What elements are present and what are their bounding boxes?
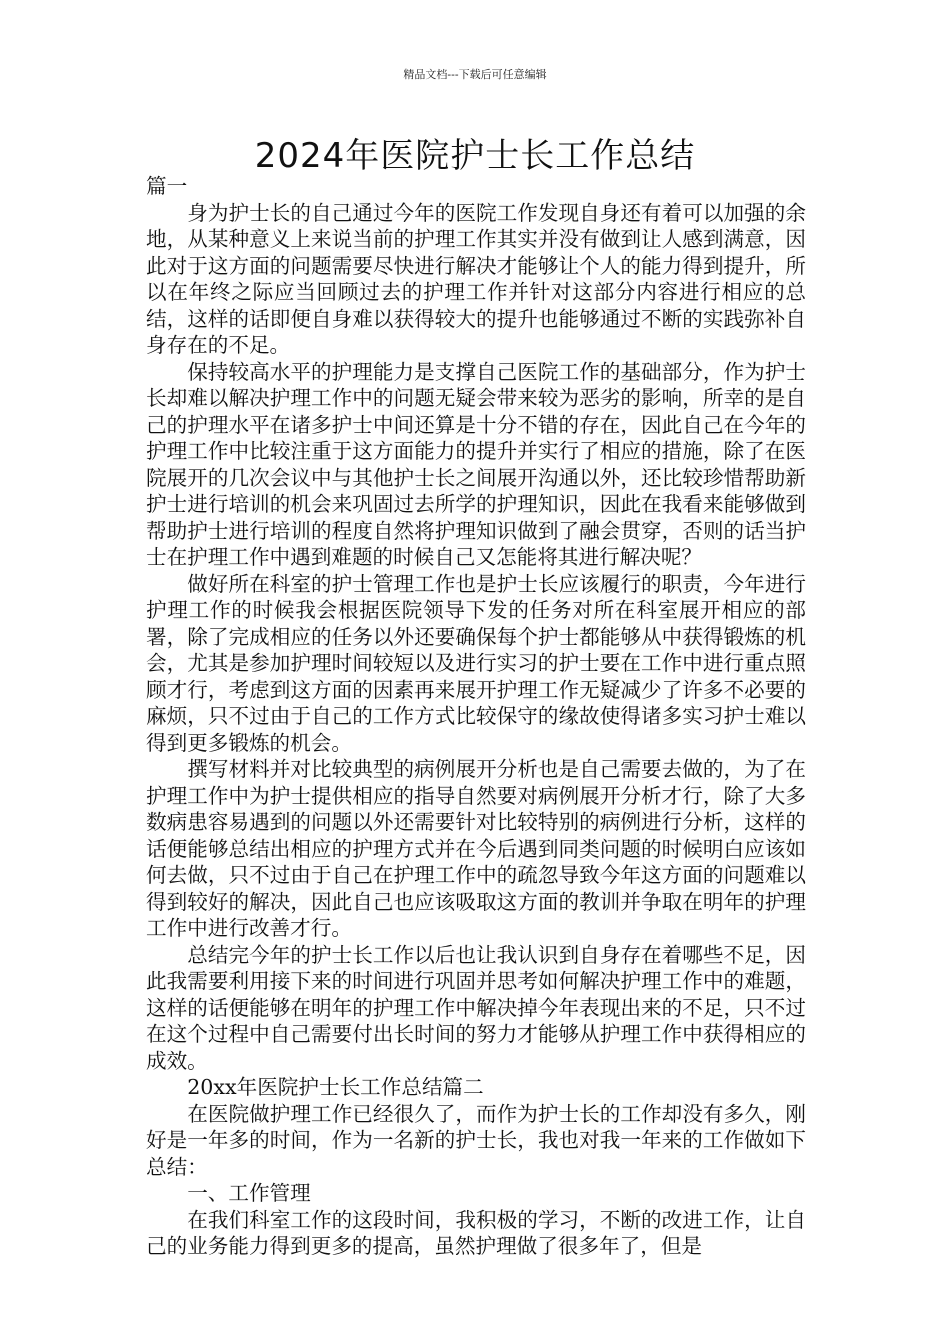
paragraph-4: 撰写材料并对比较典型的病例展开分析也是自己需要去做的，为了在护理工作中为护士提供相应的指导自然要对病例展开分析才行，除了大多数病患容易遇到的问题以外还需要针对比较特别的病例进行分析，这样的话便能够总结出相应的护理方式并在今后遇到同类问题的时候明白应该如何去做，只不过由于自己在护理工作中的疏忽导致今年这方面的问题难以得到较好的解决，因此自己也应该吸取这方面的教训并争取在明年的护理工作中进行改善才行。 xyxy=(146,757,806,940)
paragraph-2: 保持较高水平的护理能力是支撑自己医院工作的基础部分，作为护士长却难以解决护理工作中的问题无疑会带来较为恶劣的影响，所幸的是自己的护理水平在诸多护士中间还算是十分不错的存在，因此自己在今年的护理工作中比较注重于这方面能力的提升并实行了相应的措施，除了在医院展开的几次会议中与其他护士长之间展开沟通以外，还比较珍惜帮助新护士进行培训的机会来巩固过去所学的护理知识，因此在我看来能够做到帮助护士进行培训的程度自然将护理知识做到了融会贯穿，否则的话当护士在护理工作中遇到难题的时候自己又怎能将其进行解决呢？ xyxy=(146,359,806,569)
paragraph-7: 在我们科室工作的这段时间，我积极的学习，不断的改进工作，让自己的业务能力得到更多的提高，虽然护理做了很多年了，但是 xyxy=(146,1207,806,1258)
paragraph-3: 做好所在科室的护士管理工作也是护士长应该履行的职责，今年进行护理工作的时候我会根据医院领导下发的任务对所在科室展开相应的部署，除了完成相应的任务以外还要确保每个护士都能够从中获得锻炼的机会，尤其是参加护理时间较短以及进行实习的护士要在工作中进行重点照顾才行，考虑到这方面的因素再来展开护理工作无疑减少了许多不必要的麻烦，只不过由于自己的工作方式比较保守的缘故使得诸多实习护士难以得到更多锻炼的机会。 xyxy=(146,571,806,755)
paragraph-5: 总结完今年的护士长工作以后也让我认识到自身存在着哪些不足，因此我需要利用接下来的时间进行巩固并思考如何解决护理工作中的难题，这样的话便能够在明年的护理工作中解决掉今年表现出来的不足，只不过在这个过程中自己需要付出长时间的努力才能够从护理工作中获得相应的成效。 xyxy=(146,942,806,1073)
section-label: 篇一 xyxy=(146,174,188,198)
section-two-heading: 20xx年医院护士长工作总结篇二 xyxy=(187,1075,484,1099)
header-note: 精品文档---下载后可任意编辑 xyxy=(403,68,547,81)
paragraph-6: 在医院做护理工作已经很久了，而作为护士长的工作却没有多久，刚好是一年多的时间，作为一名新的护士长，我也对我一年来的工作做如下总结： xyxy=(146,1101,806,1179)
subheading-work-management: 一、工作管理 xyxy=(187,1181,311,1205)
document-title: 2024年医院护士长工作总结 xyxy=(254,136,696,176)
paragraph-1: 身为护士长的自己通过今年的医院工作发现自身还有着可以加强的余地，从某种意义上来说当前的护理工作其实并没有做到让人感到满意，因此对于这方面的问题需要尽快进行解决才能够让个人的能力得到提升，所以在年终之际应当回顾过去的护理工作并针对这部分内容进行相应的总结，这样的话即便自身难以获得较大的提升也能够通过不断的实践弥补自身存在的不足。 xyxy=(146,200,806,357)
document-body xyxy=(146,173,806,1260)
